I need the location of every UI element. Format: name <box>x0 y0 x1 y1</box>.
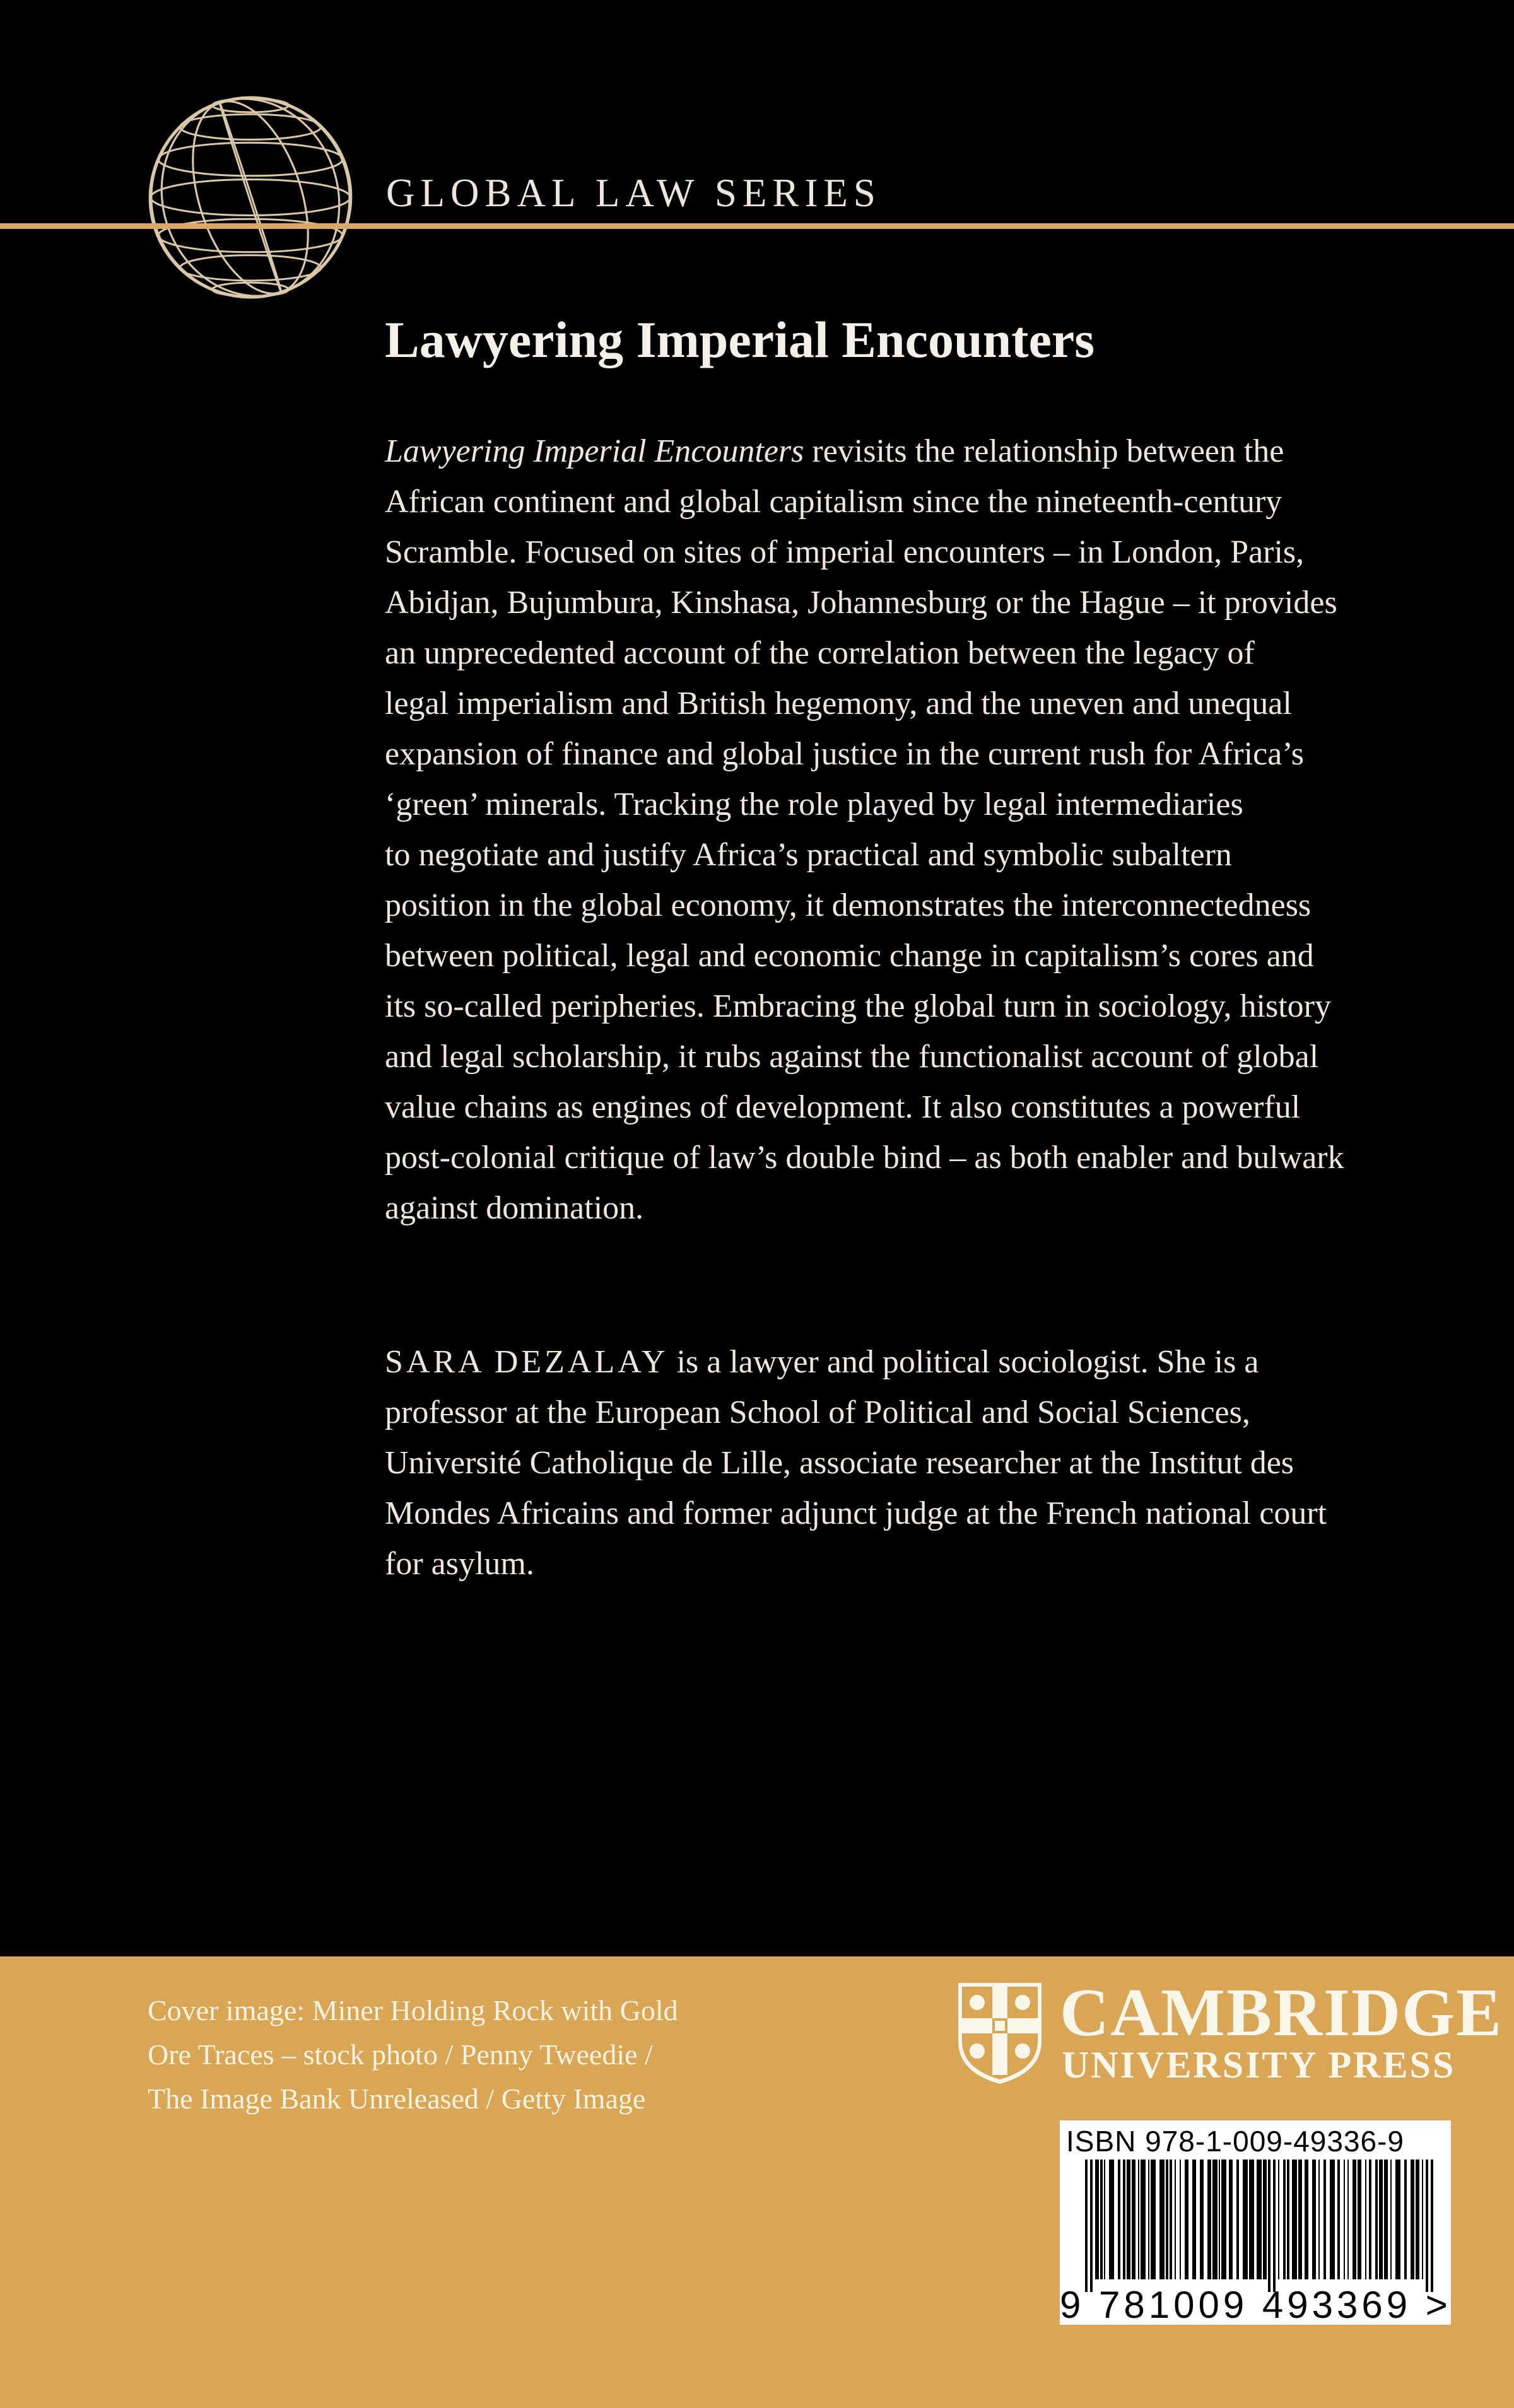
publisher-subline: UNIVERSITY PRESS <box>1062 2044 1456 2086</box>
blurb-line: Abidjan, Bujumbura, Kinshasa, Johannesburg or the Hague – it provides <box>385 585 1337 621</box>
bio-line: Université Catholique de Lille, associate researcher at the Institut des <box>385 1445 1294 1481</box>
book-title: Lawyering Imperial Encounters <box>385 311 1095 368</box>
blurb-line: legal imperialism and British hegemony, and the uneven and unequal <box>385 686 1292 722</box>
credit-line: Ore Traces – stock photo / Penny Tweedie / <box>148 2038 653 2071</box>
publisher-name: CAMBRIDGE <box>1060 1975 1503 2050</box>
blurb-line: Scramble. Focused on sites of imperial encounters – in London, Paris, <box>385 534 1305 570</box>
author-bio <box>385 1337 1426 1589</box>
blurb-line: value chains as engines of development. It also constitutes a powerful <box>385 1089 1301 1125</box>
bio-line: Mondes Africains and former adjunct judge at the French national court <box>385 1495 1327 1531</box>
blurb-line: against domination. <box>385 1190 644 1226</box>
blurb <box>385 426 1426 1234</box>
bio-line: SARA DEZALAY is a lawyer and political sociologist. She is a <box>385 1344 1259 1380</box>
blurb-italic-title: Lawyering Imperial Encounters <box>385 433 804 469</box>
isbn-label: ISBN 978-1-009-49336-9 <box>1066 2125 1404 2158</box>
blurb-line: expansion of finance and global justice in the current rush for Africa’s <box>385 736 1304 772</box>
blurb-line: its so-called peripheries. Embracing the global turn in sociology, history <box>385 988 1331 1024</box>
cover-credit <box>148 1989 778 2121</box>
blurb-line: between political, legal and economic change in capitalism’s cores and <box>385 938 1314 974</box>
isbn-digits: 9 781009 493369 > <box>1060 2284 1452 2326</box>
blurb-line: and legal scholarship, it rubs against the functionalist account of global <box>385 1039 1319 1075</box>
blurb-line: Lawyering Imperial Encounters revisits the relationship between the <box>385 433 1284 469</box>
credit-line: Cover image: Miner Holding Rock with Gold <box>148 1994 678 2026</box>
series-title: GLOBAL LAW SERIES <box>386 171 881 215</box>
cambridge-crest-icon <box>956 1980 1044 2086</box>
author-name: SARA DEZALAY <box>385 1344 669 1380</box>
globe-wireframe-icon <box>146 93 355 301</box>
isbn-barcode <box>1060 2120 1451 2325</box>
series-rule <box>0 223 1514 229</box>
blurb-line: African continent and global capitalism since the nineteenth-century <box>385 484 1282 520</box>
blurb-line: post-colonial critique of law’s double bind – as both enabler and bulwark <box>385 1140 1344 1176</box>
blurb-line: position in the global economy, it demonstrates the interconnectedness <box>385 887 1312 923</box>
blurb-line: an unprecedented account of the correlation between the legacy of <box>385 635 1255 671</box>
barcode-bars <box>1060 2160 1451 2292</box>
blurb-line: to negotiate and justify Africa’s practical and symbolic subaltern <box>385 837 1232 873</box>
blurb-line: ‘green’ minerals. Tracking the role played by legal intermediaries <box>385 786 1243 822</box>
bio-line: for asylum. <box>385 1546 534 1582</box>
credit-line: The Image Bank Unreleased / Getty Image <box>148 2083 646 2115</box>
bio-line: professor at the European School of Political and Social Sciences, <box>385 1394 1250 1430</box>
